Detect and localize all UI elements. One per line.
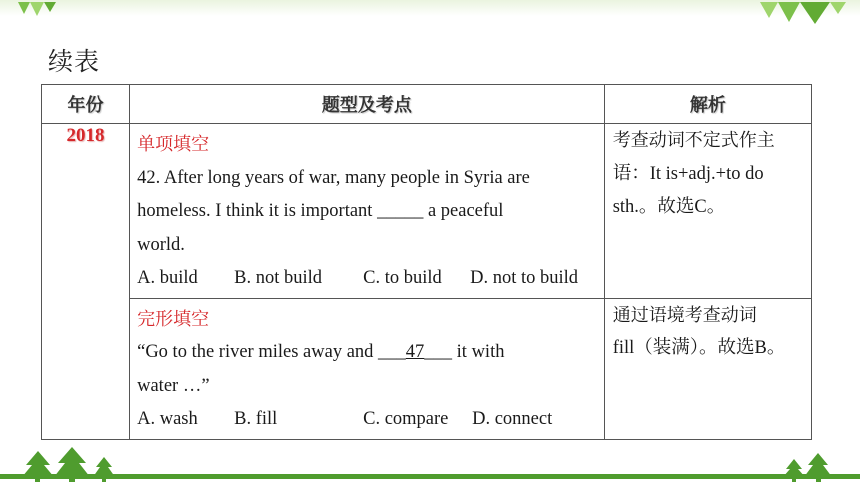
table-header-row xyxy=(42,85,812,124)
page-title: 续表 xyxy=(48,47,101,76)
analysis-cell xyxy=(604,298,811,439)
option-c: C. to build xyxy=(363,268,442,288)
category-title: 单项填空 xyxy=(137,134,210,155)
option-d: D. connect xyxy=(472,409,553,429)
analysis-line: fill（装满）。故选B。 xyxy=(612,338,786,358)
option-a: A. build xyxy=(137,268,198,288)
category-title: 完形填空 xyxy=(137,308,210,330)
analysis-line: 语：It is+adj.+to do xyxy=(612,163,764,184)
blank-number: 47 xyxy=(405,342,425,362)
question-cell xyxy=(130,298,605,439)
option-d: D. not to build xyxy=(470,268,579,288)
question-line: homeless. I think it is important _____ a peaceful xyxy=(137,201,504,221)
options-line xyxy=(137,403,598,437)
bottom-green-line xyxy=(0,474,860,479)
header-analysis: 解析 xyxy=(604,85,811,124)
question-line: 42. After long years of war, many people in Syria are xyxy=(137,167,530,188)
analysis-line: 考查动词不定式作主 xyxy=(612,130,775,151)
analysis-line: 通过语境考查动词 xyxy=(612,304,757,326)
option-c: C. compare xyxy=(363,409,449,429)
table-row xyxy=(42,298,812,439)
analysis-cell xyxy=(604,124,811,299)
question-line: water …” xyxy=(137,375,210,396)
table-row xyxy=(42,124,812,299)
option-a: A. wash xyxy=(137,409,198,429)
exam-table xyxy=(41,84,812,440)
question-line: “Go to the river miles away and ___47___ it with xyxy=(137,342,505,362)
question-line: world. xyxy=(137,234,185,255)
option-b: B. not build xyxy=(234,268,322,288)
year-cell: 2018 xyxy=(42,124,130,440)
analysis-line: sth.。故选C。 xyxy=(612,197,726,217)
option-b: B. fill xyxy=(234,409,278,429)
options-line xyxy=(137,262,598,296)
header-question: 题型及考点 xyxy=(130,85,605,124)
header-year: 年份 xyxy=(42,85,130,124)
leaf-icon xyxy=(0,0,860,26)
question-cell xyxy=(130,124,605,299)
